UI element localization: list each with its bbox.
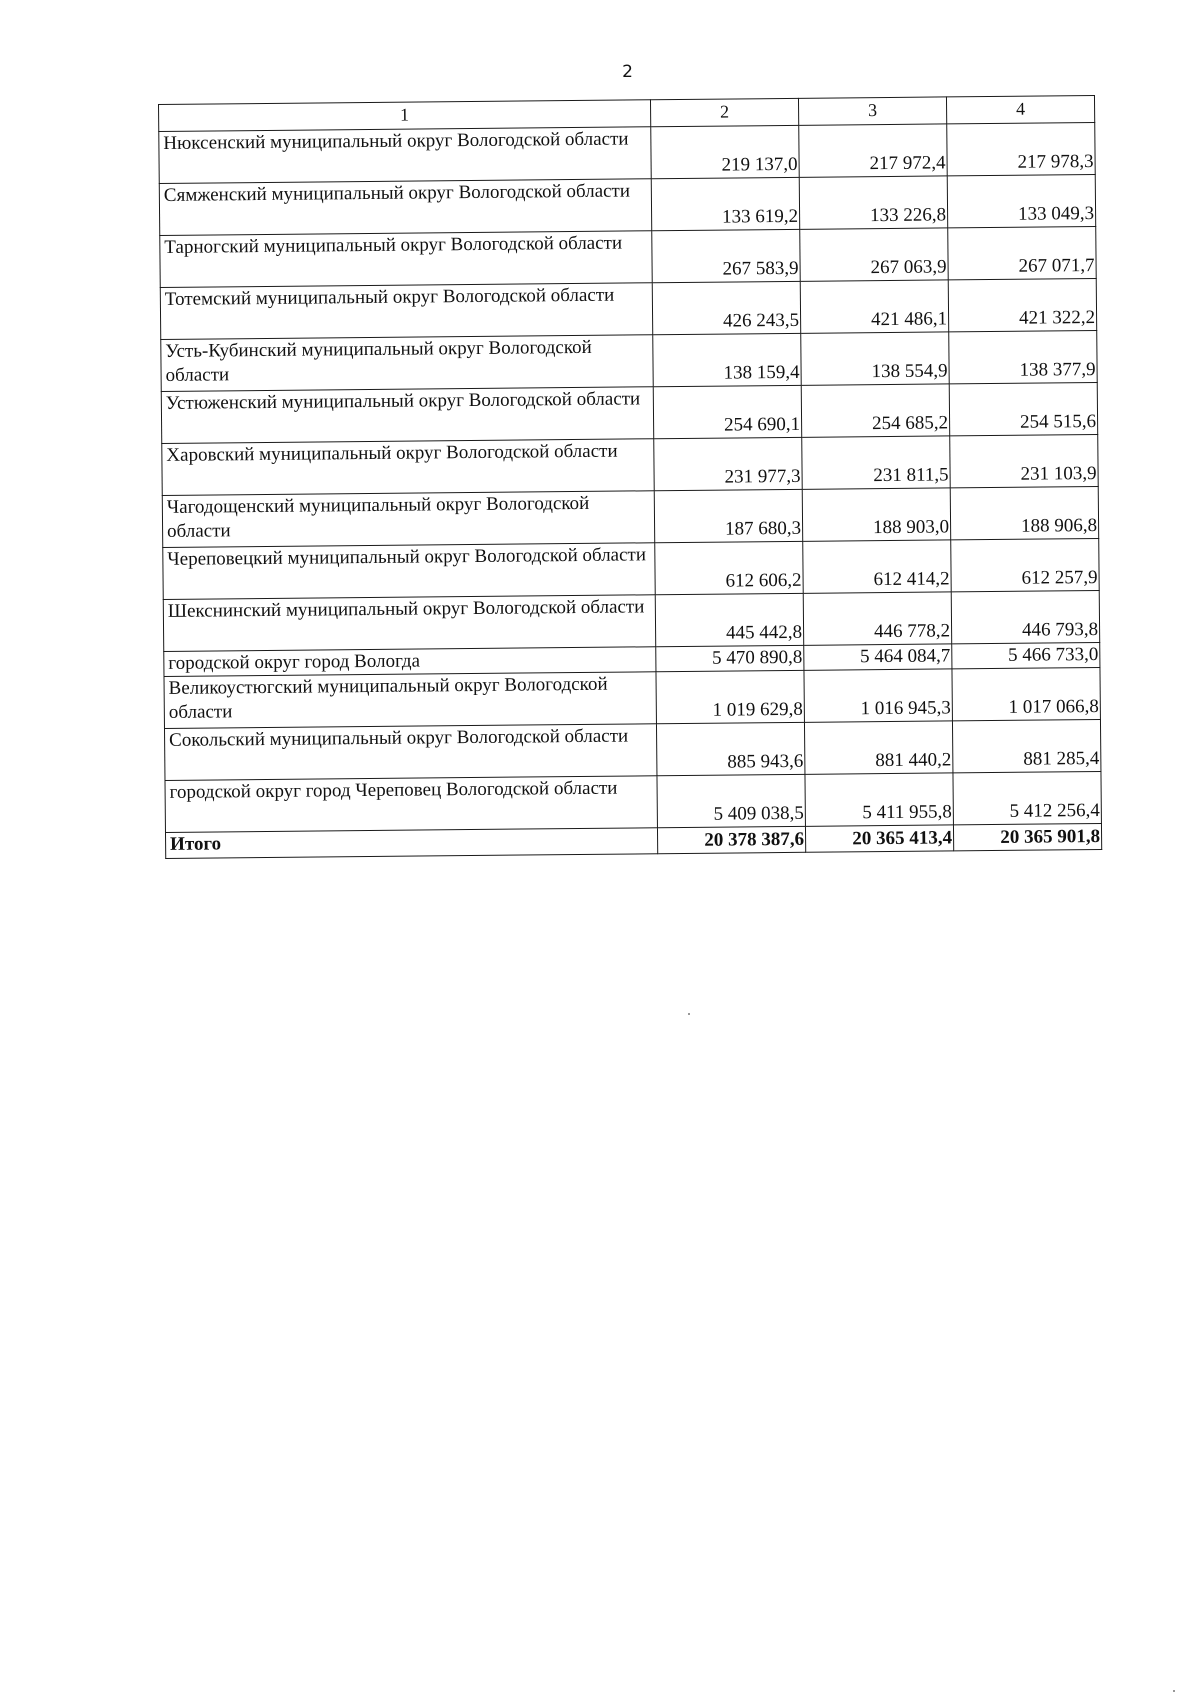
row-value-col-2: 187 680,3 xyxy=(654,489,802,542)
header-col-3: 3 xyxy=(798,97,946,125)
row-value-col-2: 885 943,6 xyxy=(656,722,804,775)
row-value-col-4: 446 793,8 xyxy=(951,590,1099,643)
row-value-col-4: 881 285,4 xyxy=(952,719,1100,772)
row-value-col-2: 219 137,0 xyxy=(651,125,799,178)
table-row xyxy=(163,538,1099,599)
header-col-2: 2 xyxy=(650,98,798,126)
row-value-col-3: 138 554,9 xyxy=(801,332,949,385)
row-name: Шекснинский муниципальный округ Вологодской области xyxy=(163,595,655,652)
table-row xyxy=(162,486,1098,547)
row-value-col-3: 421 486,1 xyxy=(800,280,948,333)
table-row xyxy=(163,590,1099,651)
row-name: городской округ город Вологда xyxy=(164,647,656,677)
table-body xyxy=(159,123,1102,859)
total-label: Итого xyxy=(165,828,657,859)
row-value-col-2: 133 619,2 xyxy=(651,177,799,230)
row-value-col-3: 188 903,0 xyxy=(802,488,950,541)
row-value-col-4: 138 377,9 xyxy=(949,330,1097,383)
table-row xyxy=(159,123,1095,184)
row-name: Усть-Кубинский муниципальный округ Вологодской области xyxy=(161,335,653,392)
row-value-col-4: 1 017 066,8 xyxy=(952,667,1100,720)
row-name: Чагодощенский муниципальный округ Вологодской области xyxy=(162,491,654,548)
row-name: Харовский муниципальный округ Вологодской области xyxy=(162,439,654,496)
row-value-col-2: 231 977,3 xyxy=(654,437,802,490)
table-row xyxy=(160,227,1096,288)
header-col-4: 4 xyxy=(946,96,1094,124)
row-value-col-3: 267 063,9 xyxy=(800,228,948,281)
row-value-col-3: 5 411 955,8 xyxy=(805,773,953,826)
table-row xyxy=(162,434,1098,495)
row-value-col-4: 5 412 256,4 xyxy=(953,771,1101,824)
row-value-col-4: 5 466 733,0 xyxy=(952,642,1100,668)
row-value-col-2: 138 159,4 xyxy=(653,333,801,386)
row-value-col-4: 612 257,9 xyxy=(951,538,1099,591)
budget-table-container xyxy=(158,95,1099,859)
row-value-col-2: 254 690,1 xyxy=(653,385,801,438)
row-value-col-2: 445 442,8 xyxy=(655,593,803,646)
table-row xyxy=(164,719,1100,780)
scan-speck xyxy=(1173,1690,1175,1692)
row-value-col-4: 231 103,9 xyxy=(950,434,1098,487)
row-value-col-4: 267 071,7 xyxy=(948,227,1096,280)
row-value-col-3: 881 440,2 xyxy=(804,721,952,774)
row-name: Сокольский муниципальный округ Вологодской области xyxy=(164,724,656,781)
row-name: Тарногский муниципальный округ Вологодской области xyxy=(160,231,652,288)
row-value-col-2: 267 583,9 xyxy=(652,229,800,282)
page-number: 2 xyxy=(622,62,633,82)
table-row xyxy=(159,175,1095,236)
row-value-col-3: 5 464 084,7 xyxy=(804,644,952,670)
row-name: Нюксенский муниципальный округ Вологодской области xyxy=(159,127,651,184)
row-value-col-4: 421 322,2 xyxy=(948,279,1096,332)
total-value-col-3: 20 365 413,4 xyxy=(805,825,953,852)
total-value-col-4: 20 365 901,8 xyxy=(953,823,1101,850)
row-value-col-4: 217 978,3 xyxy=(947,123,1095,176)
row-name: Устюженский муниципальный округ Вологодской области xyxy=(161,387,653,444)
row-value-col-2: 5 470 890,8 xyxy=(656,645,804,671)
row-name: Тотемский муниципальный округ Вологодской области xyxy=(160,283,652,340)
row-value-col-3: 612 414,2 xyxy=(803,540,951,593)
row-value-col-2: 426 243,5 xyxy=(652,281,800,334)
total-value-col-2: 20 378 387,6 xyxy=(657,826,805,853)
table-row xyxy=(165,771,1101,832)
scan-speck xyxy=(688,1013,690,1015)
row-value-col-4: 188 906,8 xyxy=(950,486,1098,539)
row-value-col-2: 612 606,2 xyxy=(655,541,803,594)
row-value-col-3: 217 972,4 xyxy=(799,124,947,177)
table-row xyxy=(161,382,1097,443)
row-value-col-2: 1 019 629,8 xyxy=(656,670,804,723)
row-name: Сямженский муниципальный округ Вологодской области xyxy=(159,179,651,236)
row-value-col-3: 446 778,2 xyxy=(803,592,951,645)
row-value-col-4: 254 515,6 xyxy=(949,382,1097,435)
row-value-col-4: 133 049,3 xyxy=(947,175,1095,228)
row-value-col-3: 133 226,8 xyxy=(799,176,947,229)
row-value-col-2: 5 409 038,5 xyxy=(657,774,805,827)
table-row xyxy=(161,330,1097,391)
row-value-col-3: 254 685,2 xyxy=(801,384,949,437)
row-name: городской округ город Череповец Вологодской области xyxy=(165,776,657,833)
row-name: Череповецкий муниципальный округ Вологодской области xyxy=(163,543,655,600)
row-value-col-3: 1 016 945,3 xyxy=(804,669,952,722)
budget-table xyxy=(158,95,1102,859)
table-row xyxy=(160,279,1096,340)
row-name: Великоустюгский муниципальный округ Вологодской области xyxy=(164,672,656,729)
table-row xyxy=(164,667,1100,728)
row-value-col-3: 231 811,5 xyxy=(802,436,950,489)
header-col-1: 1 xyxy=(159,100,651,132)
